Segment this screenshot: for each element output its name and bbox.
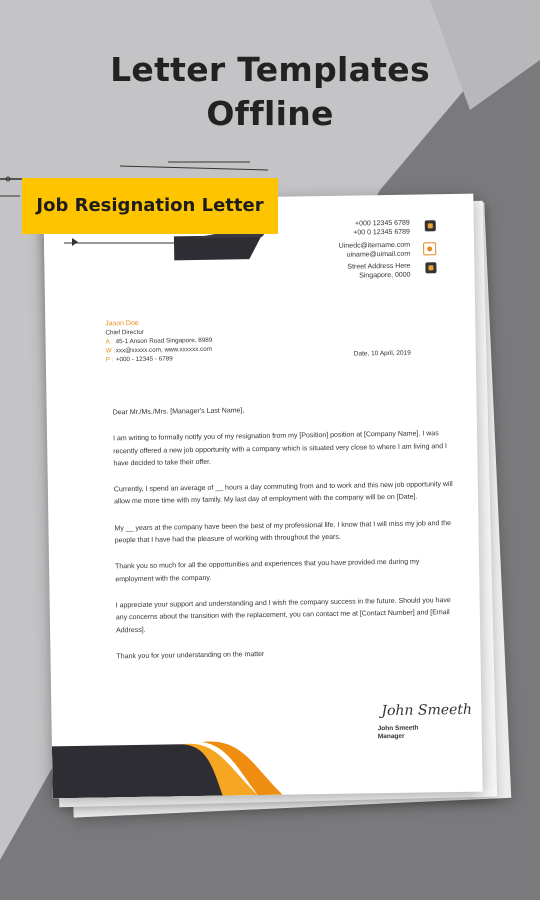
paragraph-4: Thank you so much for all the opportunities and experiences that you have provided me during my employment with the company.: [115, 558, 420, 584]
address-label: A :: [105, 338, 113, 346]
signer-title: Manager: [377, 732, 405, 741]
contact-address-2: Singapore, 0000: [359, 272, 411, 280]
sender-phone: +000 - 12345 - 6789: [115, 355, 173, 364]
paragraph-1: I am writing to formally notify you of my resignation from my [Position] position at [Company Name]. I was recently offered a new job opportunity with a company which is situated very close to where I am living and I have decided to take their offer.: [113, 430, 448, 468]
contact-block: [338, 219, 410, 285]
letter-date: Date, 10 April, 2019: [353, 349, 411, 358]
contact-email-1: Uinedc@itername.com: [338, 241, 411, 250]
template-category-badge[interactable]: Job Resignation Letter: [36, 195, 264, 216]
sender-name: Jason Doe: [105, 319, 139, 328]
phone-label: P :: [105, 356, 114, 364]
sender-address: 45-1 Anson Road Singapore, 8989: [115, 336, 213, 346]
signer-name: John Smeeth: [377, 724, 419, 733]
paragraph-3: My __ years at the company have been the best of my professional life. I know that I will miss my job and the people that I have had the pleasure of working with throughout the years.: [114, 519, 452, 545]
location-icon: [425, 262, 436, 273]
sender-title: Chief Director: [105, 328, 144, 337]
sender-block: [105, 318, 212, 365]
headline-line-1: Letter Templates: [110, 50, 430, 89]
contact-phone-2: +00 0 12345 6789: [353, 228, 410, 237]
letter-body: [113, 402, 461, 678]
greeting: Dear Mr./Ms./Mrs. [Manager's Last Name],: [112, 407, 245, 417]
footer-wave-decoration: [52, 732, 483, 799]
paragraph-5: I appreciate your support and understanding and I wish the company success in the future. Should you have any concerns about the transition with the replacement, you can contact me at [Contact Number] and [Email Address].: [115, 597, 451, 634]
letter-preview[interactable]: [43, 194, 482, 799]
signature: John Smeeth: [381, 701, 473, 720]
phone-icon: [425, 220, 436, 231]
contact-phone-1: +000 12345 6789: [354, 219, 410, 228]
contact-address-1: Street Address Here: [347, 262, 411, 271]
web-label: W :: [105, 347, 116, 355]
sender-web: xxx@xxxxx.com, www.xxxxxx.com: [115, 345, 213, 355]
headline-line-2: Offline: [206, 94, 334, 133]
headline: [0, 48, 540, 136]
contact-email-2: uiname@uimail.com: [346, 250, 411, 259]
paragraph-6: Thank you for your understanding on the matter: [116, 650, 265, 661]
email-icon: [423, 242, 436, 255]
paragraph-2: Currently, I spend an average of __ hours a day commuting from and to work and this new job opportunity will allow me more time with my family. My last day of employment with the company will be on [Date].: [113, 481, 453, 506]
